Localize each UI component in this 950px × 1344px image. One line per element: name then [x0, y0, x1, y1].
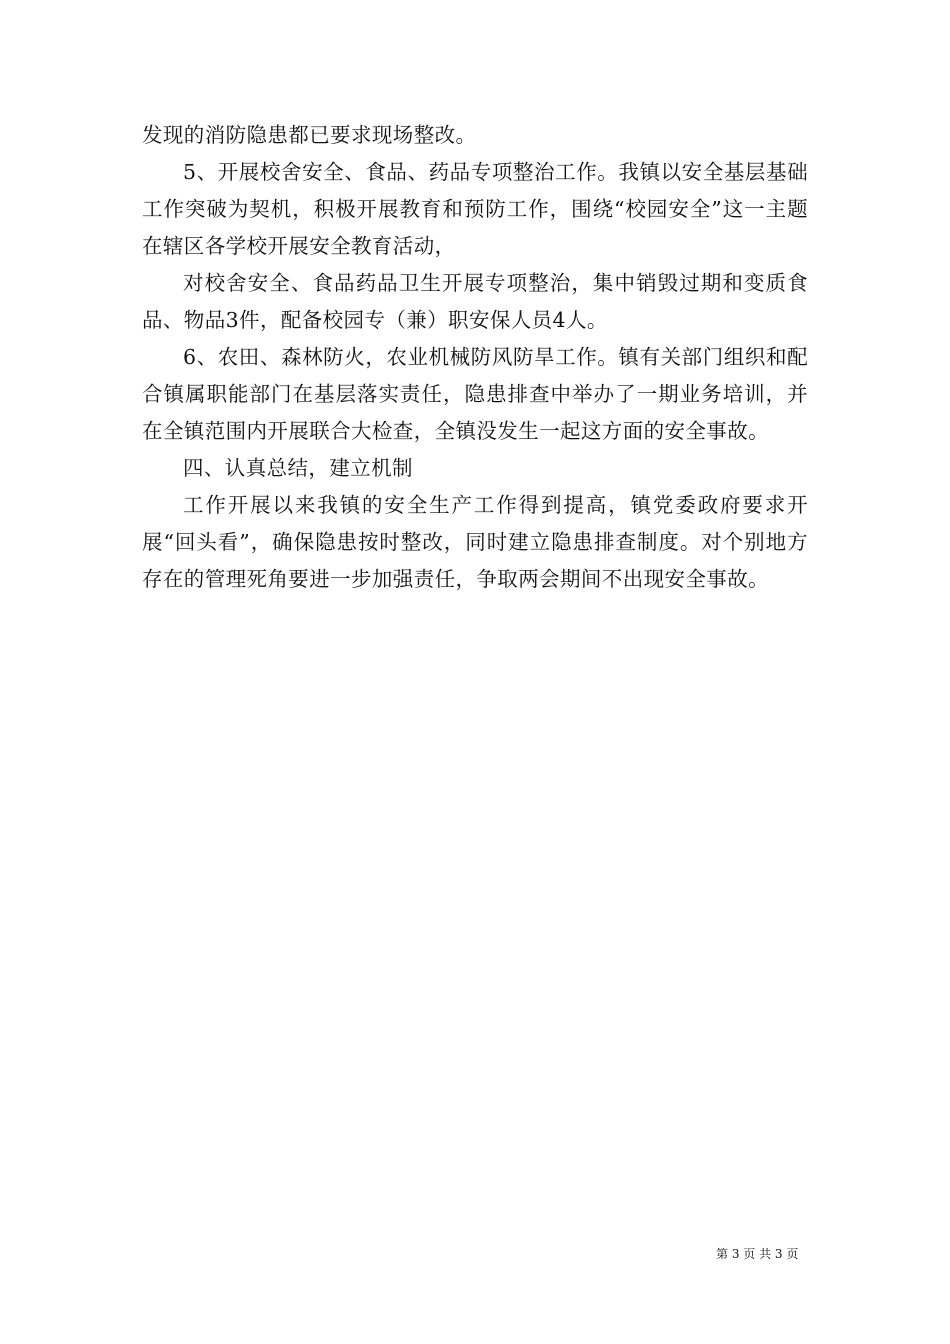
paragraph-item-6: 6、农田、森林防火，农业机械防风防旱工作。镇有关部门组织和配合镇属职能部门在基层落实责任，隐患排查中举办了一期业务培训，并在全镇范围内开展联合大检查，全镇没发生一起这方面的安全事故。 [142, 345, 808, 443]
paragraph-item-5: 5、开展校舍安全、食品、药品专项整治工作。我镇以安全基层基础工作突破为契机，积极开展教育和预防工作，围绕“校园安全”这一主题在辖区各学校开展安全教育活动， [142, 160, 808, 258]
page-number: 第 3 页 共 3 页 [716, 1247, 799, 1261]
paragraph-summary: 工作开展以来我镇的安全生产工作得到提高，镇党委政府要求开展“回头看”，确保隐患按时整改，同时建立隐患排查制度。对个别地方存在的管理死角要进一步加强责任，争取两会期间不出现安全事故。 [142, 493, 808, 591]
paragraph-item-5-detail: 对校舍安全、食品药品卫生开展专项整治，集中销毁过期和变质食品、物品3件，配备校园专（兼）职安保人员4人。 [142, 271, 808, 332]
paragraph-continuation: 发现的消防隐患都已要求现场整改。 [142, 123, 477, 147]
document-body [142, 117, 808, 598]
section-heading-4: 四、认真总结，建立机制 [183, 456, 413, 480]
